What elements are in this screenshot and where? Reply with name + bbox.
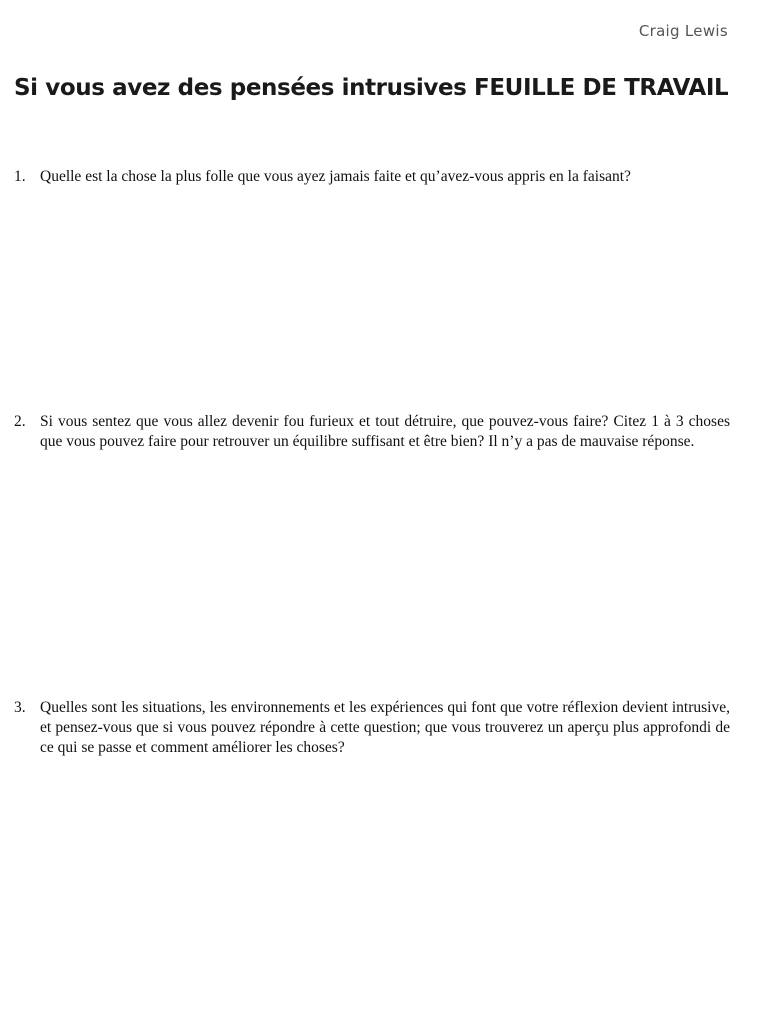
question-number: 2. (14, 413, 26, 430)
question-text: Si vous sentez que vous allez devenir fou furieux et tout détruire, que pouvez-vous faire? Citez 1 à 3 choses que vous pouvez faire pour retrouver un équilibre suffisant et être bien? Il n’y a pas de mauvaise réponse. (40, 413, 730, 450)
question-number: 3. (14, 699, 26, 716)
question-2 (14, 412, 730, 452)
page-title: Si vous avez des pensées intrusives FEUILLE DE TRAVAIL (14, 75, 729, 101)
question-3 (14, 698, 730, 758)
question-text: Quelle est la chose la plus folle que vous ayez jamais faite et qu’avez-vous appris en la faisant? (40, 168, 631, 185)
author-name: Craig Lewis (638, 22, 728, 40)
question-1 (14, 167, 730, 187)
question-number: 1. (14, 168, 26, 185)
question-text: Quelles sont les situations, les environnements et les expériences qui font que votre réflexion devient intrusive, et pensez-vous que si vous pouvez répondre à cette question; que vous trouverez un aperçu plus approfondi de ce qui se passe et comment améliorer les choses? (40, 699, 730, 756)
